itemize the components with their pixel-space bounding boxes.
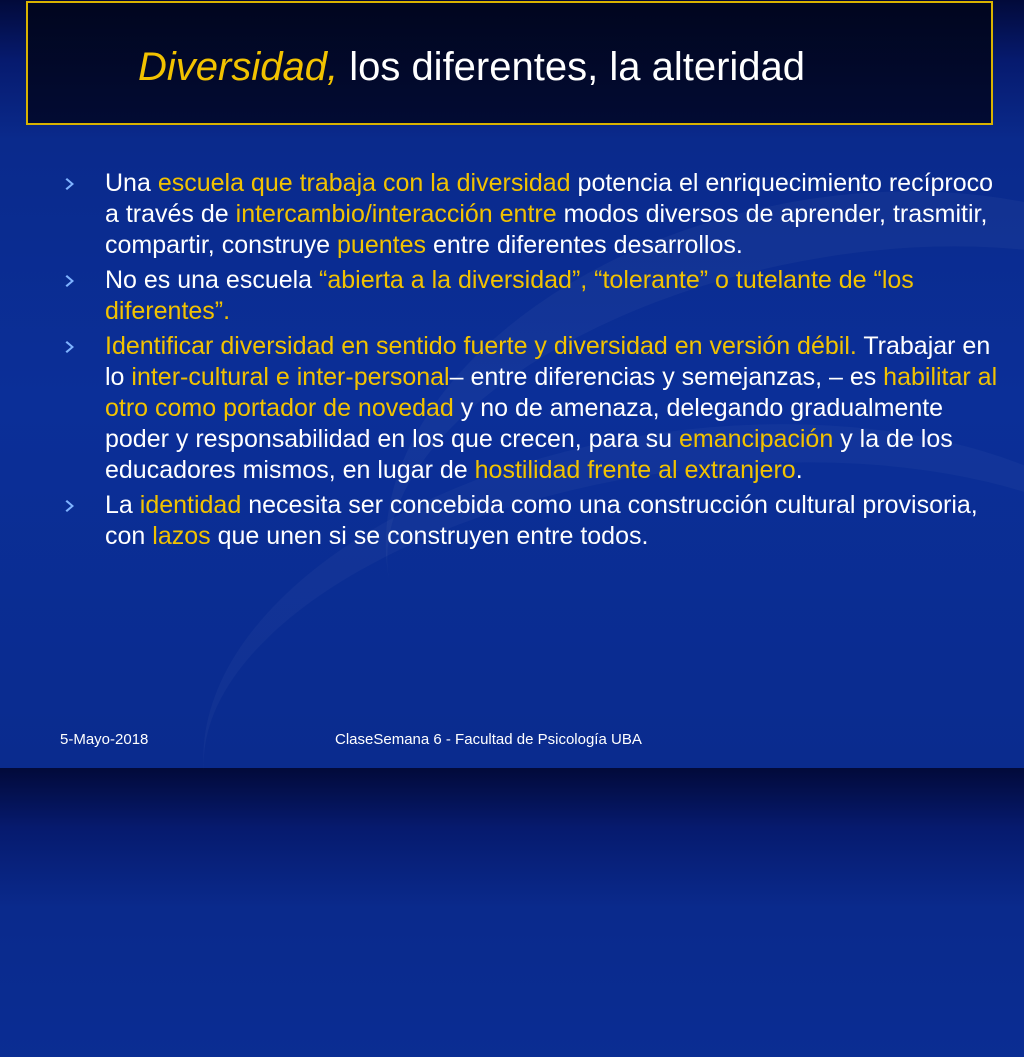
highlighted-text: lazos	[152, 522, 211, 550]
bullet-text: que unen si se construyen entre todos.	[210, 522, 649, 550]
highlighted-text: emancipación	[678, 425, 834, 453]
highlighted-text: escuela que trabaja con la diversidad	[157, 169, 571, 197]
highlighted-text: identidad	[139, 491, 242, 519]
highlighted-text: inter-cultural e inter-personal	[131, 363, 450, 391]
bullet-text: Trabajar en lo	[105, 332, 991, 391]
bullet-text: Una	[105, 169, 158, 197]
highlighted-text: intercambio/interacción entre	[235, 200, 557, 228]
bullet-text: entre diferentes desarrollos.	[426, 231, 743, 259]
title-highlight: Diversidad,	[138, 45, 339, 89]
bullet-text: – entre diferencias y semejanzas, – es	[449, 363, 884, 391]
bullet-text: y la de los educadores mismos, en lugar de	[105, 425, 953, 484]
bullet-item	[62, 265, 1012, 327]
chevron-right-icon	[64, 499, 78, 513]
bullet-text: modos diversos de aprender, trasmitir, compartir, construye	[105, 200, 988, 259]
title-frame	[26, 1, 993, 125]
chevron-right-icon	[64, 340, 78, 354]
bullet-text: La	[105, 491, 140, 519]
bullet-item	[62, 168, 1012, 261]
bullet-text: No es una escuela	[105, 266, 320, 294]
chevron-right-icon	[64, 177, 78, 191]
bullet-text: .	[795, 456, 803, 484]
bullet-text: necesita ser concebida como una construcción cultural provisoria, con	[105, 491, 978, 550]
highlighted-text: puentes	[337, 231, 426, 259]
highlighted-text: habilitar al otro como portador de novedad	[105, 363, 998, 422]
highlighted-text: hostilidad frente al extranjero	[474, 456, 796, 484]
bullet-list	[62, 168, 1012, 556]
bullet-item	[62, 331, 1012, 486]
chevron-right-icon	[64, 274, 78, 288]
bullet-text: y no de amenaza, delegando gradualmente poder y responsabilidad en los que crecen, para su	[105, 394, 944, 453]
bullet-item	[62, 490, 1012, 552]
title-rest: los diferentes, la alteridad	[338, 45, 806, 89]
footer-date: 5-Mayo-2018	[60, 731, 149, 748]
highlighted-text: “abierta a la diversidad”, “tolerante” o tutelante de “los diferentes”.	[105, 266, 914, 325]
footer-course: ClaseSemana 6 - Facultad de Psicología UBA	[335, 731, 642, 748]
bullet-text: potencia el enriquecimiento recíproco a través de	[105, 169, 994, 228]
highlighted-text: Identificar diversidad en sentido fuerte y diversidad en versión débil.	[105, 332, 857, 360]
slide-title	[138, 45, 805, 90]
